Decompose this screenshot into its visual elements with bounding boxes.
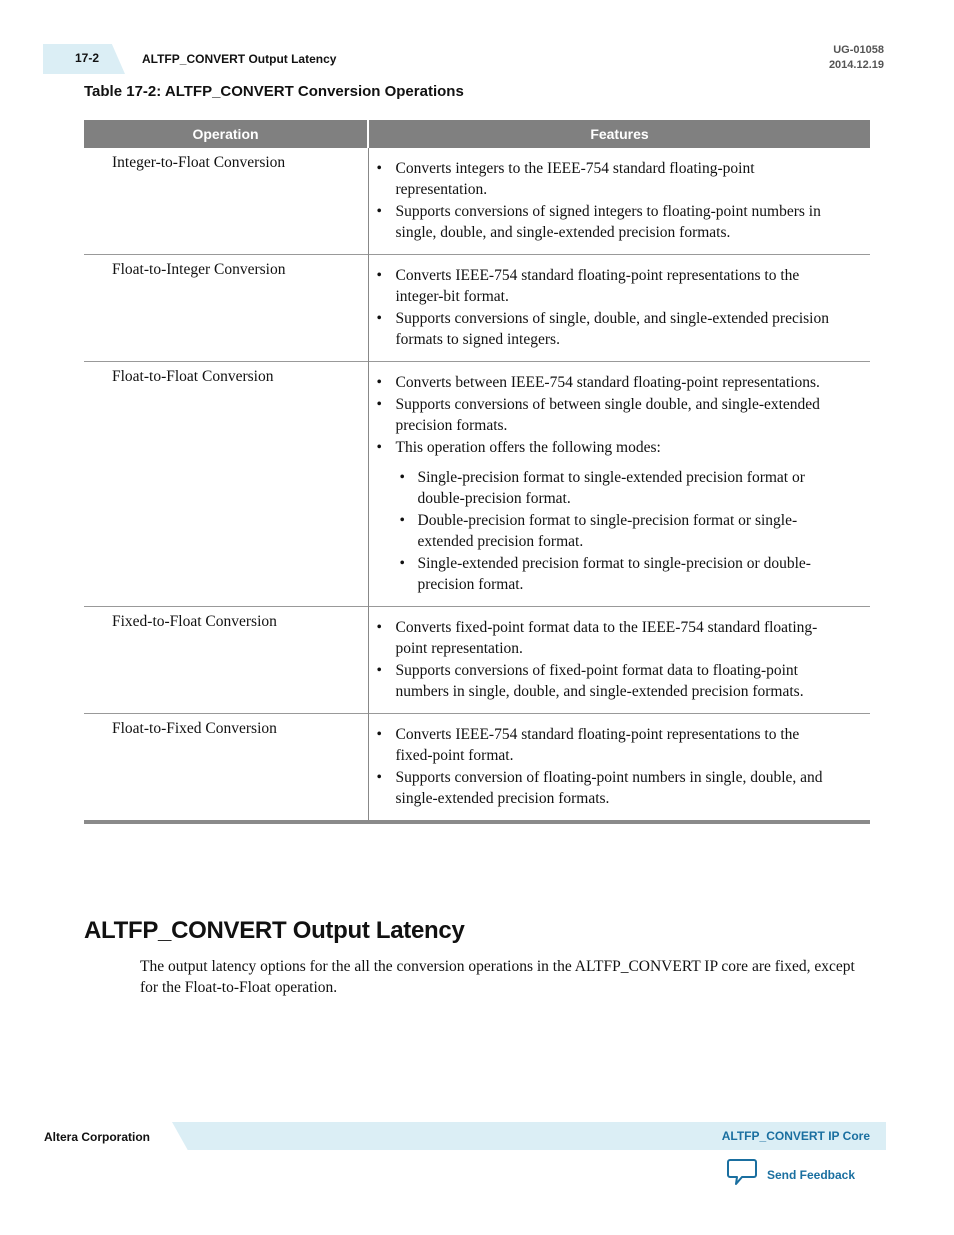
features-list	[375, 372, 841, 595]
features-list	[375, 265, 841, 350]
operation-cell: Float-to-Float Conversion	[84, 362, 368, 607]
footer-core-link[interactable]: ALTFP_CONVERT IP Core	[721, 1129, 870, 1143]
features-cell	[368, 714, 870, 823]
feature-item: • Supports conversions of signed integers to floating-point numbers in single, double, and single-extended precision formats.	[375, 201, 841, 243]
document-date: 2014.12.19	[828, 59, 884, 71]
operation-cell: Float-to-Integer Conversion	[84, 255, 368, 362]
document-id: UG-01058	[833, 44, 884, 56]
features-cell	[368, 607, 870, 714]
table-row	[84, 714, 870, 823]
page-number: 17-2	[75, 51, 100, 65]
modes-sublist	[396, 467, 841, 595]
mode-item: • Single-extended precision format to single-precision or double-precision format.	[396, 553, 841, 595]
features-list	[375, 617, 841, 702]
features-cell	[368, 148, 870, 255]
feature-item	[375, 437, 841, 595]
feature-item: • Converts fixed-point format data to the IEEE-754 standard floating-point representation.	[375, 617, 841, 659]
section-heading: ALTFP_CONVERT Output Latency	[84, 917, 465, 944]
mode-item: • Double-precision format to single-precision format or single-extended precision format.	[396, 510, 841, 552]
feature-item: • Converts integers to the IEEE-754 standard floating-point representation.	[375, 158, 841, 200]
features-list	[375, 158, 841, 243]
feature-item: • Supports conversions of between single double, and single-extended precision formats.	[375, 394, 841, 436]
table-row	[84, 607, 870, 714]
feature-item: • Converts between IEEE-754 standard floating-point representations.	[375, 372, 841, 393]
conversion-operations-table	[84, 120, 870, 824]
features-cell	[368, 362, 870, 607]
features-cell	[368, 255, 870, 362]
table-row	[84, 362, 870, 607]
table-header-row	[84, 120, 870, 148]
column-header-operation: Operation	[84, 120, 368, 148]
operation-cell: Integer-to-Float Conversion	[112, 154, 286, 171]
feature-item-text: This operation offers the following modes:	[395, 439, 661, 456]
speech-bubble-icon	[727, 1158, 757, 1191]
feature-item: • Converts IEEE-754 standard floating-point representations to the fixed-point format.	[375, 724, 841, 766]
send-feedback-button[interactable]	[727, 1158, 855, 1191]
feature-item: • Converts IEEE-754 standard floating-point representations to the integer-bit format.	[375, 265, 841, 307]
mode-item: • Single-precision format to single-extended precision format or double-precision format.	[396, 467, 841, 509]
send-feedback-label: Send Feedback	[767, 1167, 856, 1182]
table-row	[84, 255, 870, 362]
running-header-title: ALTFP_CONVERT Output Latency	[142, 52, 337, 66]
operation-cell: Float-to-Fixed Conversion	[84, 714, 368, 823]
table-row	[84, 148, 870, 255]
feature-item: • Supports conversions of fixed-point format data to floating-point numbers in single, double, and single-extended precision formats.	[375, 660, 841, 702]
column-header-features: Features	[368, 120, 870, 148]
table-caption: Table 17-2: ALTFP_CONVERT Conversion Operations	[84, 83, 464, 100]
footer-company: Altera Corporation	[44, 1130, 151, 1144]
features-list	[375, 724, 841, 809]
section-body-text: The output latency options for the all the conversion operations in the ALTFP_CONVERT IP core are fixed, except for the Float-to-Float operation.	[140, 958, 855, 996]
operation-cell: Fixed-to-Float Conversion	[84, 607, 368, 714]
document-id-block	[829, 43, 884, 73]
feature-item: • Supports conversions of single, double, and single-extended precision formats to signed integers.	[375, 308, 841, 350]
feature-item: • Supports conversion of floating-point numbers in single, double, and single-extended precision formats.	[375, 767, 841, 809]
